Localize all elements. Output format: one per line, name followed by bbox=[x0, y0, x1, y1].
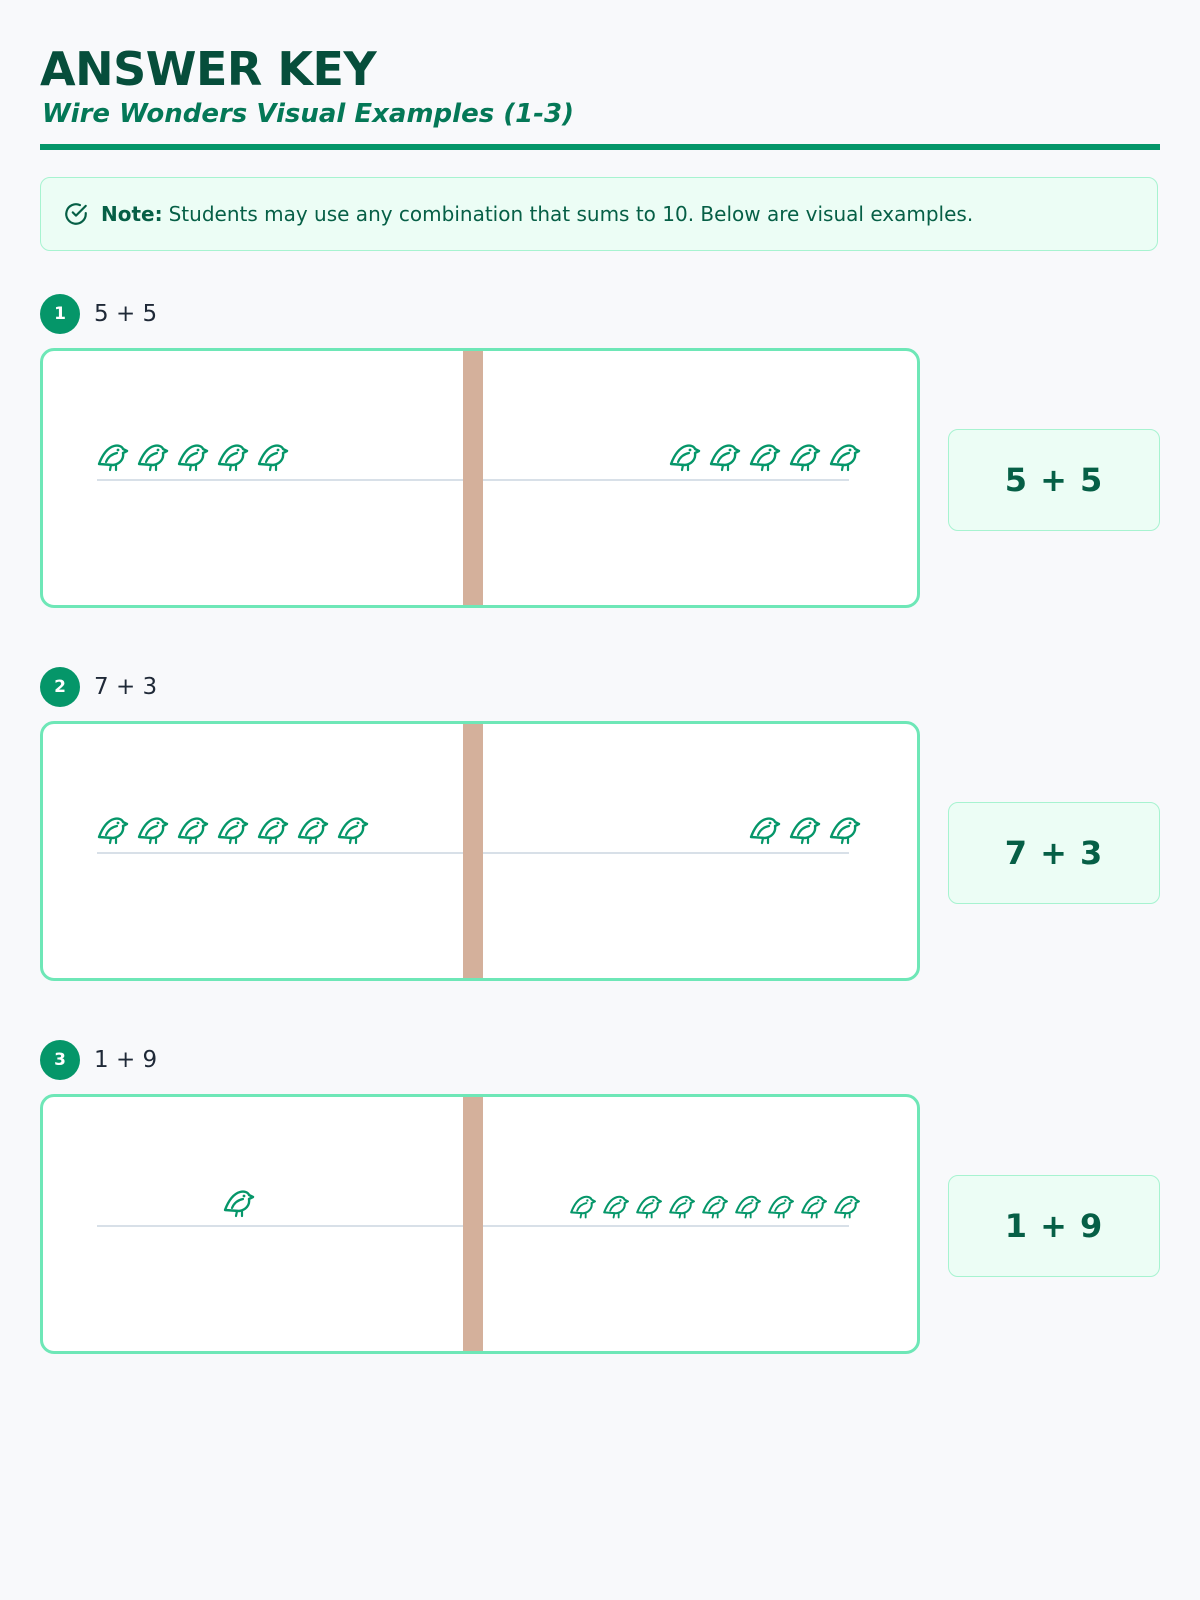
bird-icon bbox=[299, 819, 327, 843]
example-1-label: 5 + 5 bbox=[94, 301, 158, 327]
wire-scene-svg bbox=[43, 351, 917, 605]
check-circle-icon bbox=[63, 201, 89, 227]
example-3-bird-scene bbox=[40, 1094, 920, 1354]
bird-icon bbox=[219, 446, 247, 470]
bird-icon bbox=[736, 1197, 760, 1218]
example-2-bird-scene bbox=[40, 721, 920, 981]
note-text bbox=[101, 202, 973, 226]
bird-icon bbox=[835, 1197, 859, 1218]
bird-icon bbox=[831, 819, 859, 843]
bird-icon bbox=[571, 1197, 595, 1218]
bird-icon bbox=[225, 1192, 253, 1216]
bird-icon bbox=[791, 446, 819, 470]
bird-icon bbox=[604, 1197, 628, 1218]
example-2-label: 7 + 3 bbox=[94, 674, 158, 700]
bird-icon bbox=[831, 446, 859, 470]
example-3-label: 1 + 9 bbox=[94, 1047, 158, 1073]
note-body: Students may use any combination that sums to 10. Below are visual examples. bbox=[168, 202, 974, 226]
bird-icon bbox=[259, 446, 287, 470]
example-1-bird-scene bbox=[40, 348, 920, 608]
note-label: Note: bbox=[101, 202, 163, 226]
bird-icon bbox=[139, 446, 167, 470]
note-box bbox=[40, 177, 1158, 251]
bird-icon bbox=[219, 819, 247, 843]
answer-key-page bbox=[40, 0, 1160, 1600]
example-2-number-badge: 2 bbox=[40, 667, 80, 707]
bird-icon bbox=[139, 819, 167, 843]
bird-icon bbox=[711, 446, 739, 470]
bird-icon bbox=[339, 819, 367, 843]
pole bbox=[463, 351, 483, 605]
bird-icon bbox=[751, 446, 779, 470]
title-divider bbox=[40, 144, 1160, 150]
bird-icon bbox=[179, 446, 207, 470]
pole bbox=[463, 724, 483, 978]
wire-scene-svg bbox=[43, 724, 917, 978]
bird-icon bbox=[671, 446, 699, 470]
bird-icon bbox=[769, 1197, 793, 1218]
example-3-answer: 1 + 9 bbox=[948, 1175, 1160, 1277]
example-1-number-badge: 1 bbox=[40, 294, 80, 334]
example-1-answer: 5 + 5 bbox=[948, 429, 1160, 531]
bird-icon bbox=[751, 819, 779, 843]
pole bbox=[463, 1097, 483, 1351]
bird-icon bbox=[259, 819, 287, 843]
bird-icon bbox=[670, 1197, 694, 1218]
bird-icon bbox=[99, 819, 127, 843]
example-2-answer: 7 + 3 bbox=[948, 802, 1160, 904]
bird-icon bbox=[703, 1197, 727, 1218]
page-subtitle: Wire Wonders Visual Examples (1-3) bbox=[42, 99, 574, 129]
example-3-number-badge: 3 bbox=[40, 1040, 80, 1080]
bird-icon bbox=[179, 819, 207, 843]
page-title: ANSWER KEY bbox=[40, 42, 377, 96]
wire-scene-svg bbox=[43, 1097, 917, 1351]
bird-icon bbox=[637, 1197, 661, 1218]
bird-icon bbox=[99, 446, 127, 470]
bird-icon bbox=[791, 819, 819, 843]
bird-icon bbox=[802, 1197, 826, 1218]
